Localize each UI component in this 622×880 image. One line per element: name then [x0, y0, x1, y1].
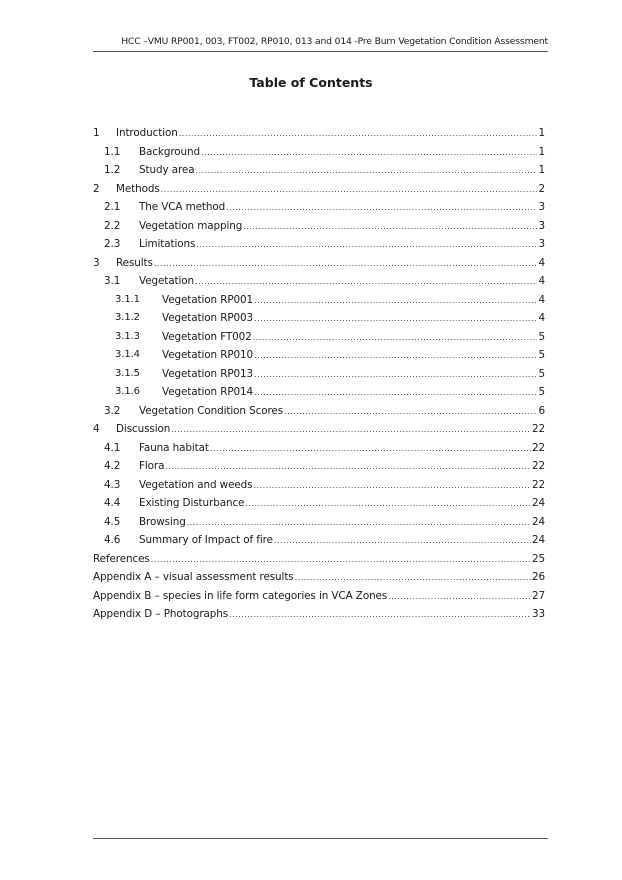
toc-entry-title[interactable]: Vegetation RP014: [162, 386, 254, 398]
toc-entry-page-number: 4: [538, 293, 545, 306]
toc-dot-leader: [284, 403, 537, 422]
toc-entry[interactable]: [93, 402, 545, 421]
toc-dot-leader: [253, 477, 530, 496]
toc-entry-line: [139, 513, 545, 533]
toc-dot-leader: [254, 366, 537, 385]
toc-entry-page-number: 24: [531, 497, 545, 509]
toc-entry-page-number: 5: [538, 349, 545, 361]
toc-entry-title[interactable]: Vegetation RP013: [162, 367, 254, 380]
toc-entry-page-number: 25: [531, 552, 545, 565]
toc-entry-number: 3.1: [104, 275, 121, 287]
toc-entry[interactable]: [93, 494, 545, 513]
toc-entry-number: 3.1.2: [115, 312, 140, 323]
toc-dot-leader: [161, 181, 538, 200]
toc-entry[interactable]: [93, 531, 545, 550]
toc-entry[interactable]: [93, 587, 545, 606]
toc-entry-line: [139, 439, 545, 459]
toc-entry-line: [162, 346, 545, 366]
toc-entry-page-number: 2: [538, 182, 545, 195]
toc-entry[interactable]: [93, 476, 545, 495]
toc-dot-leader: [253, 329, 538, 348]
toc-entry[interactable]: [93, 254, 545, 273]
toc-dot-leader: [226, 199, 537, 218]
toc-entry-number: 4.3: [104, 478, 121, 491]
toc-entry-line: [116, 124, 545, 144]
toc-dot-leader: [210, 440, 531, 459]
toc-entry[interactable]: [93, 143, 545, 162]
toc-entry-line: [139, 494, 545, 514]
toc-entry-title[interactable]: Fauna habitat: [139, 441, 209, 454]
toc-entry-page-number: 33: [531, 608, 545, 620]
toc-entry-title[interactable]: Background: [139, 145, 200, 158]
toc-entry[interactable]: [93, 180, 545, 199]
toc-entry[interactable]: [93, 198, 545, 217]
toc-dot-leader: [151, 551, 531, 570]
toc-entry-line: [93, 550, 545, 570]
toc-entry[interactable]: [93, 365, 545, 384]
toc-entry-line: [162, 309, 545, 329]
toc-entry-page-number: 24: [531, 515, 545, 528]
footer-rule: [93, 838, 548, 839]
toc-entry-page-number: 24: [531, 534, 545, 546]
toc-entry-number: 4.5: [104, 515, 121, 528]
toc-entry-line: [162, 328, 545, 348]
toc-entry[interactable]: [93, 328, 545, 347]
toc-entry-title[interactable]: References: [93, 552, 150, 565]
toc-entry[interactable]: [93, 346, 545, 365]
toc-entry-number: 1.1: [104, 145, 121, 158]
toc-dot-leader: [171, 421, 531, 440]
toc-entry[interactable]: [93, 272, 545, 291]
toc-dot-leader: [245, 495, 531, 514]
toc-entry-number: 2.2: [104, 219, 121, 232]
toc-entry-title[interactable]: Study area: [139, 164, 195, 176]
toc-entry-title[interactable]: Limitations: [139, 238, 196, 250]
toc-entry-number: 3.1.6: [115, 386, 140, 397]
toc-entry[interactable]: [93, 291, 545, 310]
toc-entry-number: 3.1.4: [115, 349, 140, 360]
table-of-contents: [93, 124, 545, 624]
toc-dot-leader: [195, 162, 537, 181]
toc-entry[interactable]: [93, 605, 545, 624]
toc-entry-title[interactable]: Vegetation: [139, 275, 195, 287]
toc-entry-title[interactable]: Browsing: [139, 515, 186, 528]
toc-entry[interactable]: [93, 550, 545, 569]
toc-entry-title[interactable]: Vegetation RP003: [162, 312, 254, 324]
toc-dot-leader: [254, 292, 537, 311]
page-title: Table of Contents: [249, 75, 373, 90]
toc-entry-title[interactable]: Vegetation mapping: [139, 219, 243, 232]
toc-entry-page-number: 1: [538, 145, 545, 158]
toc-entry[interactable]: [93, 568, 545, 587]
toc-entry[interactable]: [93, 513, 545, 532]
toc-entry-line: [93, 605, 545, 625]
toc-entry-line: [93, 568, 545, 588]
toc-entry-number: 2: [93, 182, 100, 195]
toc-entry-number: 4.6: [104, 534, 121, 546]
toc-dot-leader: [254, 310, 537, 329]
toc-entry[interactable]: [93, 161, 545, 180]
toc-entry-title[interactable]: Vegetation Condition Scores: [139, 404, 284, 417]
toc-entry-page-number: 5: [538, 367, 545, 380]
toc-entry-line: [139, 161, 545, 181]
toc-entry[interactable]: [93, 309, 545, 328]
toc-dot-leader: [254, 384, 537, 403]
toc-entry-number: 2.1: [104, 201, 121, 213]
toc-dot-leader: [201, 144, 537, 163]
toc-entry[interactable]: [93, 439, 545, 458]
toc-entry-page-number: 3: [538, 219, 545, 232]
toc-entry-title[interactable]: Vegetation RP001: [162, 293, 254, 306]
toc-entry-page-number: 1: [538, 164, 545, 176]
toc-entry-line: [116, 180, 545, 200]
toc-entry-page-number: 22: [531, 460, 545, 472]
toc-entry-line: [116, 254, 545, 274]
toc-entry-page-number: 3: [538, 201, 545, 213]
toc-entry-title[interactable]: Vegetation RP010: [162, 349, 254, 361]
toc-dot-leader: [229, 606, 531, 625]
toc-entry[interactable]: [93, 124, 545, 143]
toc-entry-title[interactable]: Methods: [116, 182, 160, 195]
toc-entry[interactable]: [93, 383, 545, 402]
toc-entry-line: [139, 476, 545, 496]
toc-entry-number: 4.2: [104, 460, 121, 472]
toc-entry-number: 4.1: [104, 441, 121, 454]
toc-entry-title[interactable]: Vegetation and weeds: [139, 478, 253, 491]
toc-dot-leader: [274, 532, 531, 551]
toc-entry[interactable]: [93, 217, 545, 236]
toc-entry-page-number: 26: [531, 571, 545, 583]
toc-entry-title[interactable]: Appendix D – Photographs: [93, 608, 229, 620]
toc-entry-page-number: 6: [538, 404, 545, 417]
toc-entry-title[interactable]: Vegetation FT002: [162, 330, 252, 343]
toc-entry-title[interactable]: Appendix B – species in life form categories in VCA Zones: [93, 589, 388, 602]
toc-entry-number: 4.4: [104, 497, 121, 509]
toc-entry[interactable]: [93, 235, 545, 254]
toc-entry-title[interactable]: Results: [116, 256, 153, 269]
toc-entry-number: 3.2: [104, 404, 121, 417]
toc-entry-page-number: 4: [538, 312, 545, 324]
toc-entry-page-number: 22: [531, 478, 545, 491]
toc-entry-number: 3.1.3: [115, 330, 140, 342]
toc-dot-leader: [243, 218, 537, 237]
toc-entry-number: 4: [93, 423, 100, 435]
header-text: HCC –VMU RP001, 003, FT002, RP010, 013 and 014 -Pre Burn Vegetation Condition Assessment: [121, 36, 548, 47]
toc-dot-leader: [179, 125, 538, 144]
toc-entry-page-number: 5: [538, 330, 545, 343]
toc-entry-line: [116, 420, 545, 440]
toc-entry-title[interactable]: The VCA method: [139, 201, 226, 213]
toc-entry-number: 3.1.1: [115, 293, 140, 305]
toc-entry-title[interactable]: Summary of Impact of fire: [139, 534, 273, 546]
toc-entry-line: [162, 365, 545, 385]
toc-entry-title[interactable]: Discussion: [116, 423, 171, 435]
toc-dot-leader: [165, 458, 531, 477]
toc-entry-line: [139, 402, 545, 422]
toc-entry[interactable]: [93, 420, 545, 439]
toc-entry-line: [139, 235, 545, 255]
toc-dot-leader: [196, 236, 537, 255]
toc-entry-line: [139, 272, 545, 292]
toc-entry-page-number: 22: [531, 423, 545, 435]
toc-entry-line: [139, 198, 545, 218]
toc-entry-title[interactable]: Existing Disturbance: [139, 497, 245, 509]
toc-entry-number: 2.3: [104, 238, 121, 250]
toc-entry-line: [162, 383, 545, 403]
toc-entry-number: 1: [93, 127, 100, 139]
page-header: [93, 35, 548, 52]
toc-entry-line: [139, 457, 545, 477]
toc-entry-title[interactable]: Flora: [139, 460, 165, 472]
toc-dot-leader: [295, 569, 531, 588]
toc-dot-leader: [388, 588, 531, 607]
toc-entry-page-number: 22: [531, 441, 545, 454]
toc-dot-leader: [195, 273, 537, 292]
toc-entry-page-number: 5: [538, 386, 545, 398]
toc-entry-line: [139, 143, 545, 163]
toc-entry-number: 3.1.5: [115, 367, 140, 379]
toc-entry-title[interactable]: Appendix A – visual assessment results: [93, 571, 294, 583]
toc-dot-leader: [254, 347, 537, 366]
toc-entry-line: [162, 291, 545, 311]
toc-entry-line: [93, 587, 545, 607]
toc-entry-page-number: 27: [531, 589, 545, 602]
toc-entry-page-number: 1: [538, 127, 545, 139]
toc-entry-number: 1.2: [104, 164, 121, 176]
toc-entry-line: [139, 217, 545, 237]
toc-entry-line: [139, 531, 545, 551]
toc-entry-title[interactable]: Introduction: [116, 127, 178, 139]
toc-entry[interactable]: [93, 457, 545, 476]
toc-dot-leader: [154, 255, 538, 274]
toc-dot-leader: [187, 514, 531, 533]
toc-entry-page-number: 4: [538, 275, 545, 287]
toc-entry-page-number: 3: [538, 238, 545, 250]
toc-entry-number: 3: [93, 256, 100, 269]
toc-entry-page-number: 4: [538, 256, 545, 269]
